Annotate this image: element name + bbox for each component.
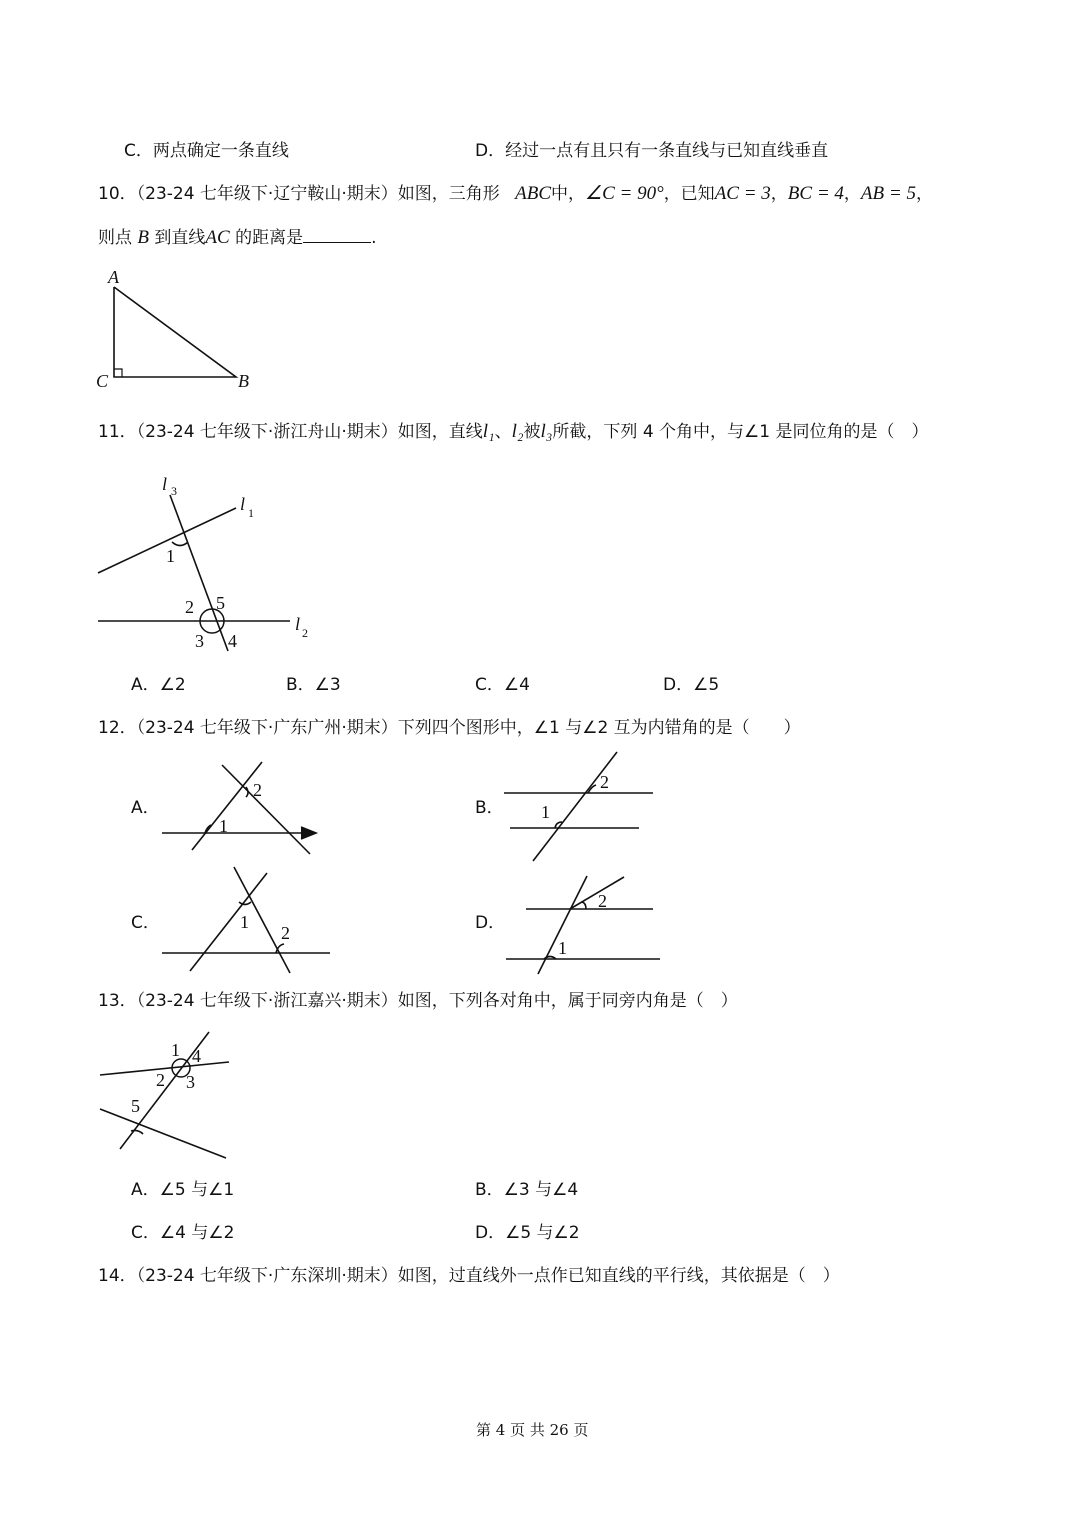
answer-blank[interactable] — [303, 228, 371, 243]
q11-l3: l₃ — [540, 421, 553, 442]
angle-arc-2 — [582, 902, 586, 909]
q11-l1: l₁ — [482, 421, 495, 442]
angle-label-2: 2 — [253, 780, 262, 800]
q11-rest: 所截，下列 4 个角中，与∠1 是同位角的是（ ） — [552, 422, 929, 442]
q11-option-b: B．∠3 — [286, 675, 341, 695]
q12-label-c: C． — [131, 913, 160, 933]
angle-label-2: 2 — [185, 597, 194, 617]
q13-option-b: B．∠3 与∠4 — [475, 1180, 579, 1200]
q10-bc: BC = 4 — [787, 183, 844, 204]
label-c: C — [96, 371, 109, 391]
angle-label-2: 2 — [281, 923, 290, 943]
triangle — [114, 287, 236, 377]
q13-figure — [95, 1025, 240, 1165]
label-l3: l — [162, 474, 168, 494]
line-bottom — [100, 1109, 226, 1158]
angle-label-5: 5 — [131, 1096, 140, 1116]
angle-label-2: 2 — [598, 891, 607, 911]
line-2 — [222, 765, 310, 854]
angle-label-1: 1 — [219, 816, 228, 836]
question-10-stem — [98, 184, 933, 204]
q10-zhong: 中， — [551, 184, 586, 204]
q10-ab: AB = 5 — [860, 183, 916, 204]
question-11-stem — [98, 422, 929, 442]
question-13-stem: 13．（23-24 七年级下·浙江嘉兴·期末）如图，下列各对角中，属于同旁内角是（ ） — [98, 991, 738, 1011]
q10-prefix: 10．（23-24 七年级下·辽宁鞍山·期末）如图，三角形 — [98, 184, 500, 204]
angle-label-5: 5 — [216, 593, 225, 613]
line-1 — [192, 762, 262, 850]
q10-yizhi: ，已知 — [663, 184, 715, 204]
angle-label-1: 1 — [558, 938, 567, 958]
angle-label-4: 4 — [228, 631, 237, 651]
label-l2-sub: 2 — [302, 626, 308, 640]
q11-option-c: C．∠4 — [475, 675, 530, 695]
angle-label-2: 2 — [600, 772, 609, 792]
q10-comma3: ， — [915, 184, 933, 204]
question-12-stem: 12．（23-24 七年级下·广东广州·期末）下列四个图形中，∠1 与∠2 互为内错角的是（ ） — [98, 718, 801, 738]
angle-label-1: 1 — [541, 802, 550, 822]
q13-option-d: D．∠5 与∠2 — [475, 1223, 580, 1243]
q11-l2: l₂ — [511, 421, 524, 442]
option-d: D．经过一点有且只有一条直线与已知直线垂直 — [475, 141, 829, 161]
q10-line2-b: 到直线 — [154, 228, 206, 248]
q11-dun: 、 — [494, 422, 512, 442]
q11-option-d: D．∠5 — [663, 675, 720, 695]
q10-end: . — [371, 228, 377, 248]
angle-arc-2 — [246, 787, 248, 797]
transversal-figure-11 — [90, 465, 330, 655]
question-14-stem: 14．（23-24 七年级下·广东深圳·期末）如图，过直线外一点作已知直线的平行线，其依据是（ ） — [98, 1266, 840, 1286]
q11-prefix: 11．（23-24 七年级下·浙江舟山·期末）如图，直线 — [98, 422, 483, 442]
angle-label-3: 3 — [186, 1072, 195, 1092]
label-l1-sub: 1 — [248, 506, 254, 520]
q13-option-a: A．∠5 与∠1 — [131, 1180, 235, 1200]
q10-ac: AC = 3 — [714, 183, 771, 204]
angle-label-1: 1 — [240, 912, 249, 932]
angle-label-1: 1 — [171, 1040, 180, 1060]
q12-figure-d — [500, 870, 670, 980]
q10-point-b: B — [137, 227, 150, 248]
triangle-figure — [90, 265, 270, 395]
q11-option-a: A．∠2 — [131, 675, 186, 695]
q10-comma2: ， — [843, 184, 861, 204]
label-l2: l — [295, 614, 301, 634]
arrow-head — [301, 827, 316, 839]
q12-label-b: B． — [475, 798, 504, 818]
line-l3 — [170, 495, 228, 651]
q10-abc: ABC — [515, 183, 552, 204]
page-footer: 第 4 页 共 26 页 — [476, 1421, 589, 1439]
question-10-line2 — [98, 228, 377, 248]
q10-line2-c: 的距离是 — [235, 228, 304, 248]
q12-label-d: D． — [475, 913, 506, 933]
angle-1-arc — [172, 542, 188, 546]
angle-label-2: 2 — [156, 1070, 165, 1090]
angle-arc-1 — [239, 902, 251, 905]
q10-ac2: AC — [205, 227, 230, 248]
q10-angle-c: ∠C = 90° — [585, 183, 664, 204]
q11-bei: 被 — [523, 422, 541, 442]
angle-label-1: 1 — [166, 546, 175, 566]
q12-figure-a — [160, 760, 330, 860]
q10-comma1: ， — [770, 184, 788, 204]
option-c: C．两点确定一条直线 — [124, 141, 289, 161]
angle-label-4: 4 — [192, 1046, 201, 1066]
label-a: A — [108, 267, 119, 287]
q12-label-a: A． — [131, 798, 160, 818]
label-l3-sub: 3 — [171, 484, 177, 498]
right-angle-mark — [114, 369, 122, 377]
q12-figure-b — [500, 752, 660, 862]
label-b: B — [238, 371, 249, 391]
angle-label-3: 3 — [195, 631, 204, 651]
line-1 — [190, 873, 267, 971]
angle-arc-2 — [276, 944, 284, 953]
label-l1: l — [240, 494, 246, 514]
q12-figure-c — [160, 865, 335, 975]
q13-option-c: C．∠4 与∠2 — [131, 1223, 235, 1243]
q10-line2-a: 则点 — [98, 228, 132, 248]
